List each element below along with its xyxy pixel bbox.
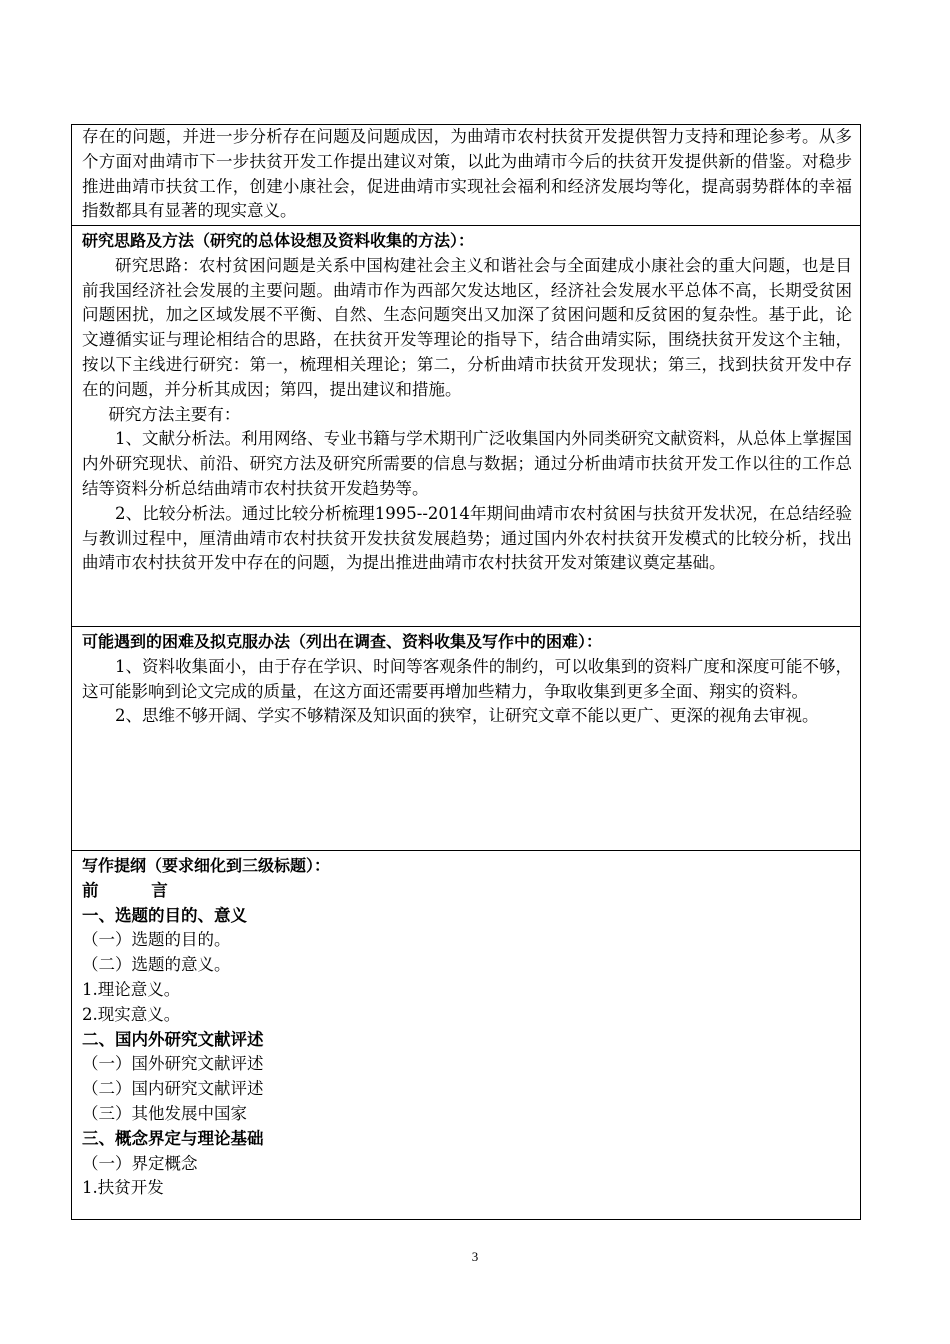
outline-line: 2.现实意义。 (82, 1004, 181, 1024)
outline-cell (72, 851, 860, 1219)
difficulties-cell (72, 627, 860, 851)
outline-line: （一）国外研究文献评述 (82, 1054, 264, 1074)
significance-cell (72, 125, 860, 226)
outline-heading: 写作提纲（要求细化到三级标题）： (82, 856, 331, 875)
outline-line: （一）界定概念 (82, 1153, 198, 1173)
outline-line: 二、国内外研究文献评述 (82, 1029, 264, 1049)
difficulty-item-1: 1、资料收集面小，由于存在学识、时间等客观条件的制约，可以收集到的资料广度和深度可能不够，这可能影响到论文完成的质量，在这方面还需要再增加些精力，争取收集到更多全面、翔实的资料。 (82, 656, 852, 701)
page-number: 3 (471, 1249, 479, 1264)
outline-line: （二）选题的意义。 (82, 955, 231, 975)
intro-paragraph: 存在的问题，并进一步分析存在问题及问题成因，为曲靖市农村扶贫开发提供智力支持和理论参考。从多个方面对曲靖市下一步扶贫开发工作提出建议对策，以此为曲靖市今后的扶贫开发提供新的借鉴。对稳步推进曲靖市扶贫工作，创建小康社会，促进曲靖市实现社会福利和经济发展均等化，提高弱势群体的幸福指数都具有显著的现实意义。 (82, 127, 852, 221)
proposal-table (71, 124, 861, 1220)
difficulty-item-2: 2、思维不够开阔、学实不够精深及知识面的狭窄，让研究文章不能以更广、更深的视角去审视。 (115, 706, 819, 726)
outline-line: 1.扶贫开发 (82, 1178, 164, 1198)
difficulties-heading: 可能遇到的困难及拟克服办法（列出在调查、资料收集及写作中的困难）： (82, 632, 603, 651)
outline-preface: 前言 (82, 880, 221, 900)
outline-line: 1.理论意义。 (82, 979, 181, 999)
method-item-1: 1、文献分析法。利用网络、专业书籍与学术期刊广泛收集国内外同类研究文献资料，从总体上掌握国内外研究现状、前沿、研究方法及研究所需要的信息与数据；通过分析曲靖市扶贫开发工作以往的工作总结等资料分析总结曲靖市农村扶贫开发趋势等。 (82, 429, 852, 498)
outline-line: （二）国内研究文献评述 (82, 1079, 264, 1099)
outline-line: 三、概念界定与理论基础 (82, 1128, 264, 1148)
method-item-2: 2、比较分析法。通过比较分析梳理1995--2014年期间曲靖市农村贫困与扶贫开发状况，在总结经验与教训过程中，厘清曲靖市农村扶贫开发扶贫发展趋势；通过国内外农村扶贫开发模式的比较分析，找出曲靖市农村扶贫开发中存在的问题，为提出推进曲靖市农村扶贫开发对策建议奠定基础。 (82, 503, 852, 573)
research-approach-paragraph: 研究思路：农村贫困问题是关系中国构建社会主义和谐社会与全面建成小康社会的重大问题，也是目前我国经济社会发展的主要问题。曲靖市作为西部欠发达地区，经济社会发展水平总体不高，长期受贫困问题困扰，加之区域发展不平衡、自然、生态问题突出又加深了贫困问题和反贫困的复杂性。基于此，论文遵循实证与理论相结合的思路，在扶贫开发等理论的指导下，结合曲靖实际，围绕扶贫开发这个主轴，按以下主线进行研究：第一，梳理相关理论；第二，分析曲靖市扶贫开发现状；第三，找到扶贫开发中存在的问题，并分析其成因；第四，提出建议和措施。 (82, 255, 852, 399)
research-heading: 研究思路及方法（研究的总体设想及资料收集的方法）： (82, 231, 475, 250)
outline-line: 一、选题的目的、意义 (82, 905, 247, 925)
outline-line: （三）其他发展中国家 (82, 1103, 247, 1123)
research-method-cell (72, 226, 860, 627)
methods-intro: 研究方法主要有： (108, 404, 241, 424)
outline-line: （一）选题的目的。 (82, 930, 231, 950)
